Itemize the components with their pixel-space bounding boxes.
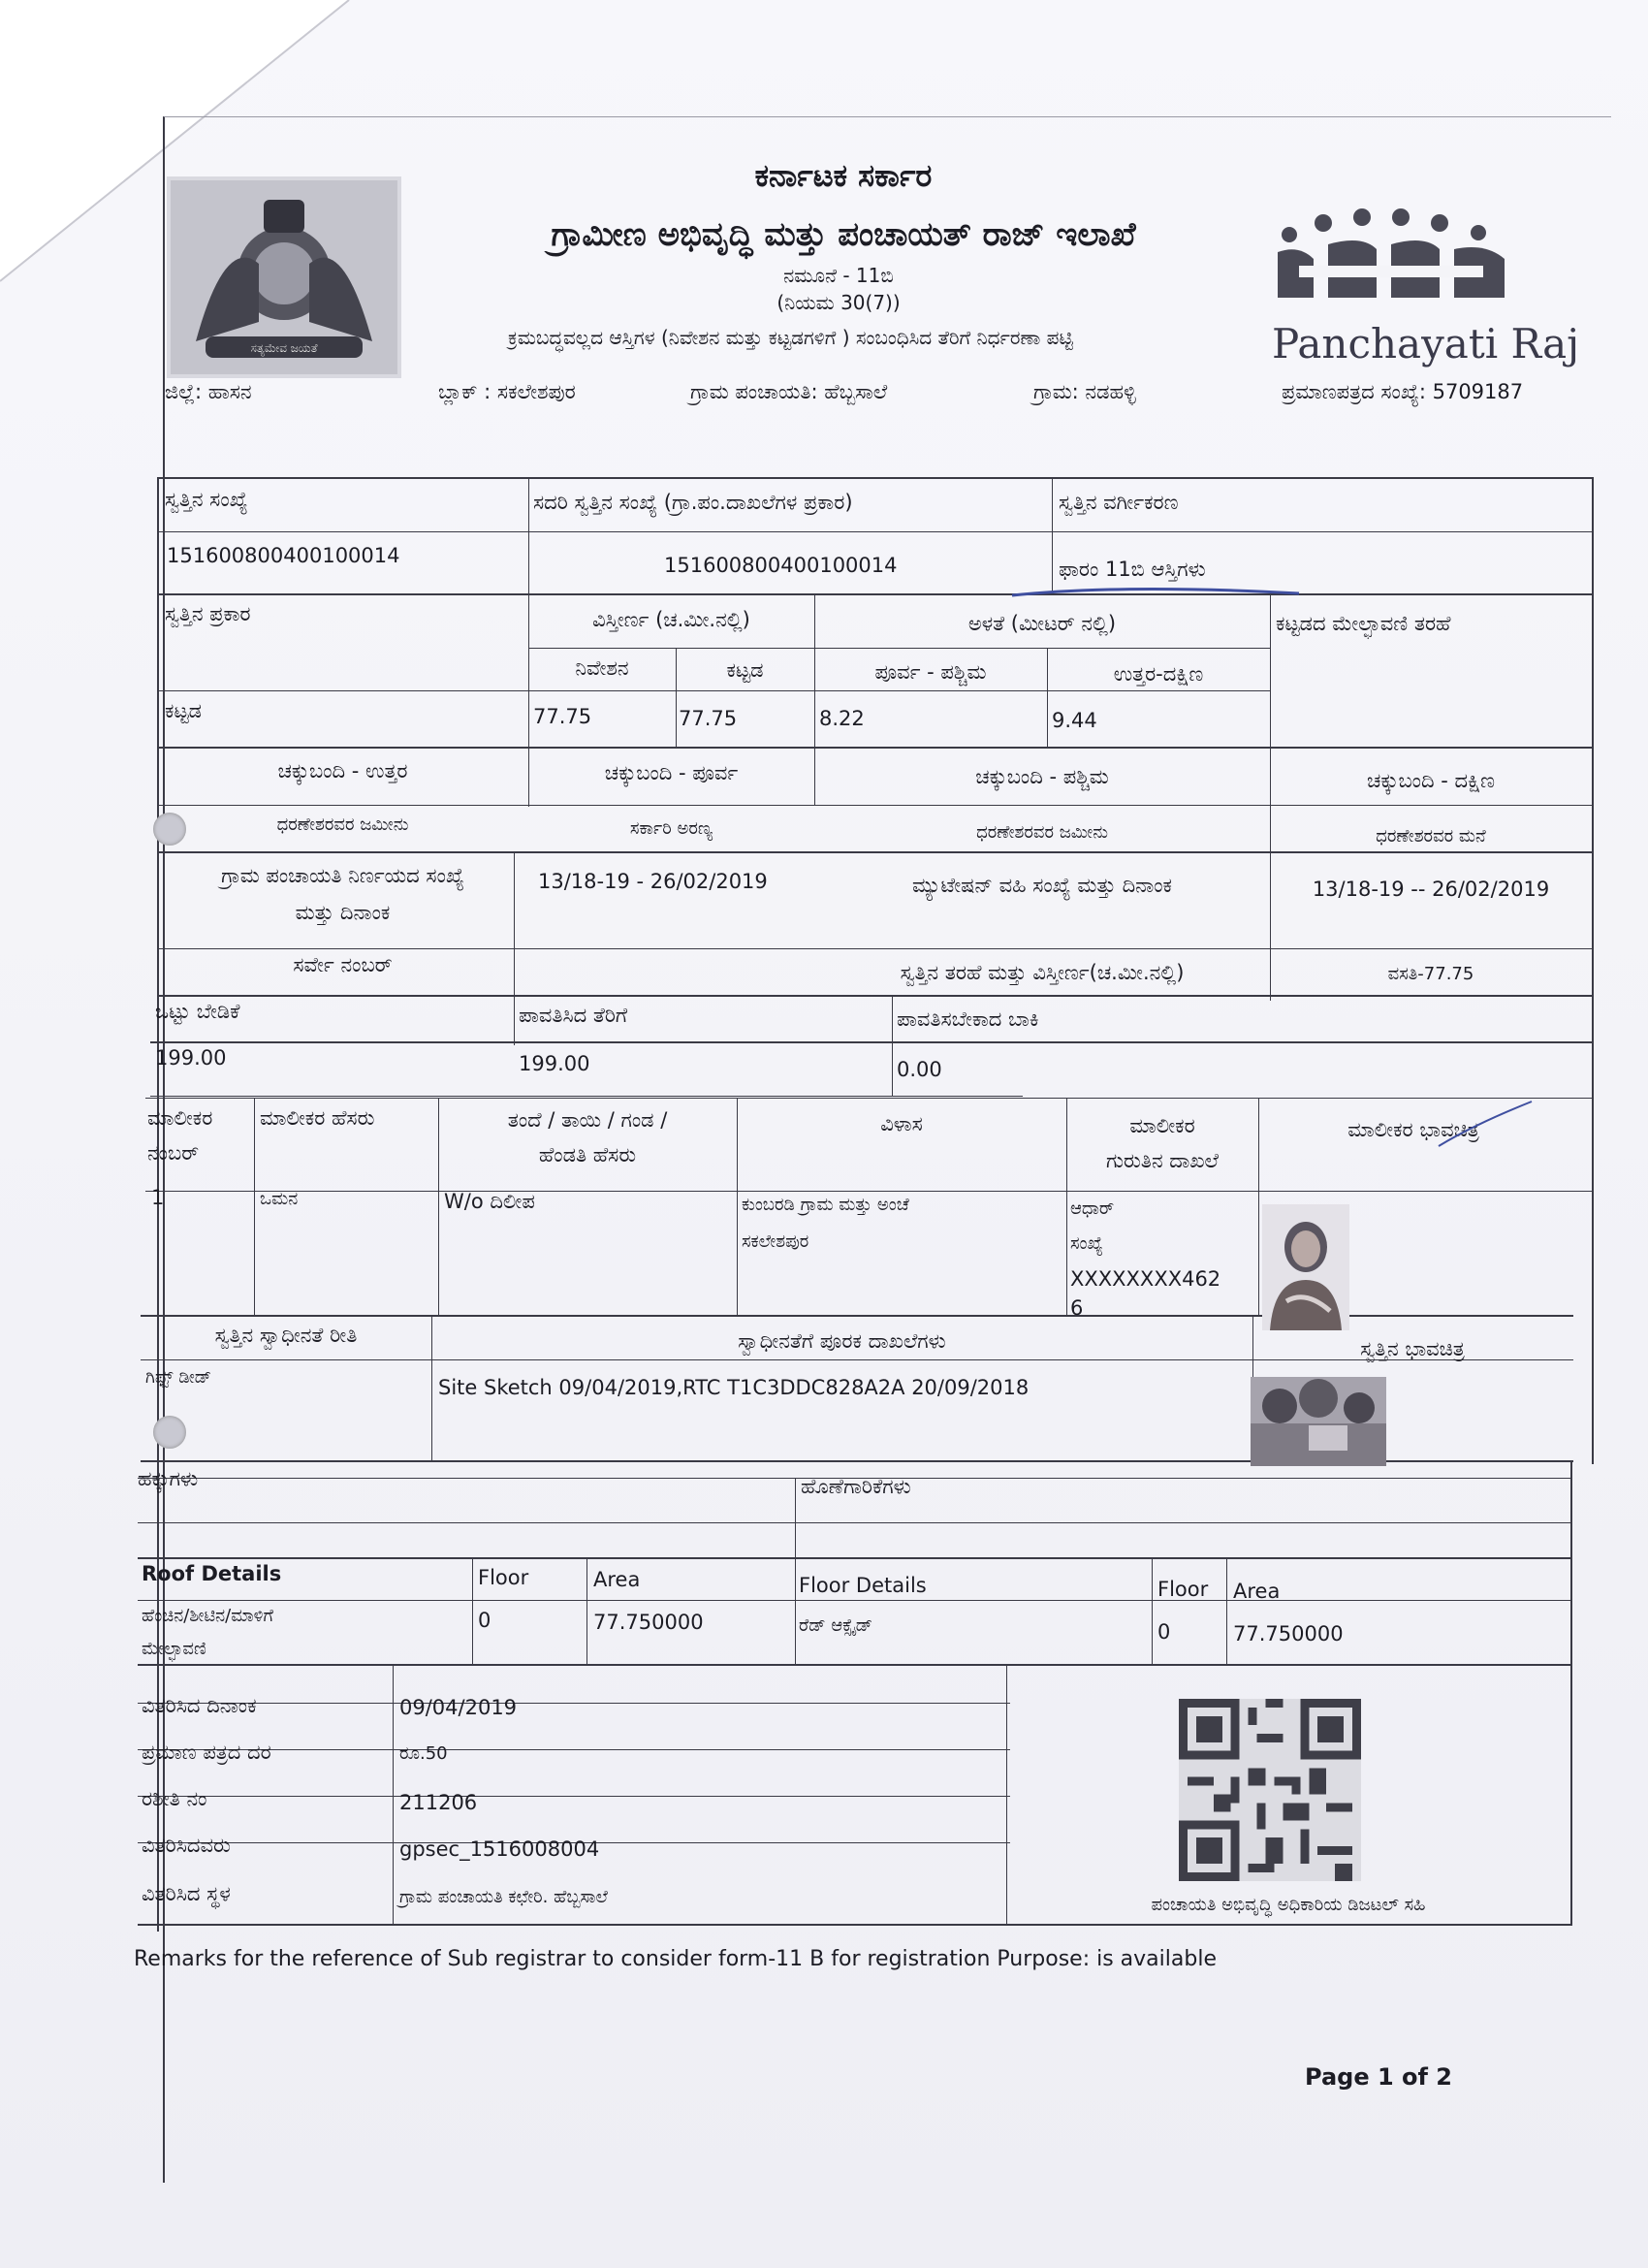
tax-paid-label: ಪಾವತಿಸಿದ ತೆರಿಗೆ: [519, 1004, 628, 1027]
rights-label: ಹಕ್ಕುಗಳು: [138, 1467, 199, 1490]
issue-place-value: ಗ್ರಾಮ ಪಂಚಾಯತಿ ಕಛೇರಿ. ಹೆಬ್ಬಸಾಲೆ: [399, 1887, 608, 1907]
id-type: ಆಧಾರ್: [1070, 1198, 1115, 1219]
sadari-id-value: 151600800400100014: [664, 554, 898, 577]
roof-floor-value: 0: [478, 1609, 491, 1632]
property-photo-label: ಸ್ವತ್ತಿನ ಭಾವಚಿತ್ರ: [1360, 1337, 1465, 1360]
north-south-label: ಉತ್ತರ-ದಕ್ಷಿಣ: [1113, 662, 1204, 686]
acquisition-docs-value: Site Sketch 09/04/2019,RTC T1C3DDC828A2A 20/09/2018: [438, 1376, 1030, 1399]
page-number: Page 1 of 2: [1305, 2063, 1452, 2091]
village: ಗ್ರಾಮ: ನಡಹಳ್ಳಿ: [1033, 380, 1136, 403]
roof-details-title: Roof Details: [142, 1562, 282, 1585]
receipt-number-value: 211206: [399, 1791, 478, 1814]
tax-due-label: ಪಾವತಿಸಬೇಕಾದ ಬಾಕಿ: [897, 1007, 1039, 1031]
page-frame: [163, 116, 1611, 2183]
boundary-south-value: ಧರಣೇಶರವರ ಮನೆ: [1376, 826, 1486, 847]
mutation-value: 13/18-19 -- 26/02/2019: [1312, 878, 1550, 901]
certificate-number: ಪ್ರಮಾಣಪತ್ರದ ಸಂಖ್ಯೆ: 5709187: [1282, 380, 1524, 403]
property-type-value: ಕಟ್ಟಡ: [165, 699, 203, 722]
measurement-label: ಅಳತೆ (ಮೀಟರ್ ನಲ್ಲಿ): [967, 612, 1117, 635]
tax-due-value: 0.00: [897, 1058, 942, 1081]
owner-no-label: ಮಾಲೀಕರ: [147, 1106, 213, 1130]
boundary-north-value: ಧರಣೇಶರವರ ಜಮೀನು: [276, 815, 409, 835]
owner-name-label: ಮಾಲೀಕರ ಹೆಸರು: [260, 1106, 375, 1130]
floor-area-value: 77.750000: [1233, 1622, 1344, 1645]
form-subtitle: ಕ್ರಮಬದ್ಧವಲ್ಲದ ಆಸ್ತಿಗಳ (ನಿವೇಶನ ಮತ್ತು ಕಟ್ಟಡಗಳಿಗೆ ) ಸಂಬಂಧಿಸಿದ ತೆರಿಗೆ ನಿರ್ಧರಣಾ ಪಟ್ಟಿ: [508, 326, 1073, 349]
roof-type-2: ಮೇಲ್ಛಾವಣಿ: [142, 1639, 206, 1659]
boundary-north-label: ಚಕ್ಕುಬಂದಿ - ಉತ್ತರ: [277, 759, 408, 783]
usage-value: ವಸತಿ-77.75: [1387, 964, 1474, 984]
north-south-value: 9.44: [1052, 709, 1097, 732]
tax-paid-value: 199.00: [519, 1052, 590, 1075]
aadhar-number-2: 6: [1070, 1296, 1084, 1320]
boundary-west-value: ಧರಣೇಶರವರ ಜಮೀನು: [976, 822, 1108, 843]
certificate-fee-value: ರೂ.50: [399, 1743, 448, 1764]
boundary-south-label: ಚಕ್ಕುಬಂದಿ - ದಕ್ಷಿಣ: [1366, 769, 1496, 792]
issued-by-value: gpsec_1516008004: [399, 1837, 600, 1861]
rule-number: (ನಿಯಮ 30(7)): [776, 291, 901, 314]
site-area-value: 77.75: [533, 705, 592, 728]
acquisition-mode-label: ಸ್ವತ್ತಿನ ಸ್ವಾಧೀನತೆ ರೀತಿ: [214, 1324, 358, 1347]
property-id-value: 151600800400100014: [167, 544, 400, 567]
issue-date-label: ವಿತರಿಸಿದ ದಿನಾಂಕ: [142, 1694, 257, 1717]
gram-panchayat: ಗ್ರಾಮ ಪಂಚಾಯತಿ: ಹೆಬ್ಬಸಾಲೆ: [690, 380, 888, 403]
block: ಬ್ಲಾಕ್ : ಸಕಲೇಶಪುರ: [438, 380, 576, 403]
digital-signature-label: ಪಂಚಾಯತಿ ಅಭಿವೃದ್ಧಿ ಅಧಿಕಾರಿಯ ಡಿಜಟಲ್ ಸಹಿ: [1151, 1895, 1426, 1915]
boundary-east-label: ಚಕ್ಕುಬಂದಿ - ಪೂರ್ವ: [604, 761, 739, 784]
punch-hole: [153, 813, 186, 846]
department-title: ಗ್ರಾಮೀಣ ಅಭಿವೃದ್ಧಿ ಮತ್ತು ಪಂಚಾಯತ್ ರಾಜ್ ಇಲಾಖೆ: [551, 215, 1136, 254]
floor-type-value: ರೆಡ್ ಆಕ್ಸೈಡ್: [799, 1615, 873, 1636]
floor-area-label: Area: [1233, 1580, 1281, 1603]
gp-resolution-label: ಗ್ರಾಮ ಪಂಚಾಯತಿ ನಿರ್ಣಯದ ಸಂಖ್ಯೆ: [221, 864, 464, 887]
owner-photo-label: ಮಾಲೀಕರ ಭಾವಚಿತ್ರ: [1347, 1118, 1479, 1141]
building-label: ಕಟ್ಟಡ: [726, 658, 764, 682]
building-area-value: 77.75: [679, 707, 738, 730]
id-number-label: ಸಂಖ್ಯೆ: [1070, 1233, 1103, 1254]
pen-tick: [1435, 1096, 1541, 1154]
gp-resolution-label-2: ಮತ್ತು ದಿನಾಂಕ: [295, 901, 391, 924]
survey-label: ಸರ್ವೇ ನಂಬರ್: [293, 953, 393, 976]
address-line-2: ಸಕಲೇಶಪುರ: [742, 1231, 809, 1252]
punch-hole: [153, 1416, 186, 1449]
issue-place-label: ವಿತರಿಸಿದ ಸ್ಥಳ: [142, 1882, 231, 1905]
east-west-value: 8.22: [819, 707, 865, 730]
aadhar-number: XXXXXXXX462: [1070, 1267, 1221, 1291]
govt-title: ಕರ್ನಾಟಕ ಸರ್ಕಾರ: [754, 157, 933, 194]
address-label: ವಿಳಾಸ: [880, 1112, 923, 1135]
owner-no-label-2: ನಂಬರ್: [147, 1141, 200, 1165]
mutation-label: ಮ್ಯುಟೇಷನ್ ವಹಿ ಸಂಖ್ಯೆ ಮತ್ತು ದಿನಾಂಕ: [911, 874, 1172, 897]
pen-underline: [1008, 574, 1309, 603]
owner-name-value: ಒಮನ: [260, 1189, 299, 1209]
receipt-number-label: ರಶೀತಿ ನಂ: [142, 1787, 207, 1810]
issued-by-label: ವಿತರಿಸಿದವರು: [142, 1834, 231, 1857]
svg-text:ಸತ್ಯಮೇವ ಜಯತೆ: ಸತ್ಯಮೇವ ಜಯತೆ: [250, 341, 318, 355]
relation-label: ತಂದೆ / ತಾಯಿ / ಗಂಡ /: [507, 1108, 668, 1132]
property-id-label: ಸ್ವತ್ತಿನ ಸಂಖ್ಯೆ: [165, 488, 248, 511]
roof-area-value: 77.750000: [593, 1611, 704, 1634]
id-proof-label-2: ಗುರುತಿನ ದಾಖಲೆ: [1105, 1149, 1220, 1172]
relation-value: W/o ದಿಲೀಪ: [444, 1190, 535, 1213]
qr-code-icon: [1179, 1699, 1361, 1881]
floor-floor-label: Floor: [1157, 1578, 1209, 1601]
site-label: ನಿವೇಶನ: [575, 656, 629, 680]
owner-photo: [1262, 1204, 1349, 1330]
total-demand-value: 199.00: [155, 1046, 227, 1070]
east-west-label: ಪೂರ್ವ - ಪಶ್ಚಿಮ: [874, 660, 987, 684]
roof-type-1: ಹೆಂಚಿನ/ಶೀಟಿನ/ಮಾಳಿಗೆ: [142, 1606, 273, 1626]
roof-type-label: ಕಟ್ಟಡದ ಮೇಲ್ಛಾವಣಿ ತರಹೆ: [1276, 612, 1451, 635]
property-type-label: ಸ್ವತ್ತಿನ ಪ್ರಕಾರ: [165, 602, 251, 625]
form-number: ನಮೂನೆ - 11ಬಿ: [783, 264, 894, 287]
usage-label: ಸ್ವತ್ತಿನ ತರಹೆ ಮತ್ತು ವಿಸ್ತೀರ್ಣ(ಚ.ಮೀ.ನಲ್ಲಿ): [900, 961, 1185, 984]
total-demand-label: ಒಟ್ಟು ಬೇಡಿಕೆ: [155, 1000, 240, 1023]
liabilities-label: ಹೊಣೆಗಾರಿಕೆಗಳು: [801, 1475, 911, 1498]
address-line-1: ಕುಂಬರಡಿ ಗ್ರಾಮ ಮತ್ತು ಅಂಚೆ: [742, 1195, 909, 1215]
roof-floor-label: Floor: [478, 1566, 529, 1589]
classification-label: ಸ್ವತ್ತಿನ ವರ್ಗೀಕರಣ: [1059, 491, 1179, 514]
issue-date-value: 09/04/2019: [399, 1696, 518, 1719]
gp-resolution-value: 13/18-19 - 26/02/2019: [538, 870, 768, 893]
remarks: Remarks for the reference of Sub registrar to consider form-11 B for registration Purpose: is available: [134, 1947, 1217, 1971]
floor-details-title: Floor Details: [799, 1574, 927, 1597]
panchayati-raj-logo-text: Panchayati Raj: [1272, 320, 1580, 367]
floor-floor-value: 0: [1157, 1620, 1171, 1644]
classification-value: ಫಾರಂ 11ಬಿ ಆಸ್ತಿಗಳು: [1059, 558, 1206, 581]
owner-no-value: 1: [151, 1186, 165, 1209]
boundary-west-label: ಚಕ್ಕುಬಂದಿ - ಪಶ್ಚಿಮ: [975, 765, 1109, 788]
acquisition-mode-value: ಗಿಫ್ಟ್ ಡೀಡ್: [145, 1367, 212, 1388]
acquisition-docs-label: ಸ್ವಾಧೀನತೆಗೆ ಪೂರಕ ದಾಖಲೆಗಳು: [738, 1329, 946, 1353]
sadari-id-label: ಸದರಿ ಸ್ವತ್ತಿನ ಸಂಖ್ಯೆ (ಗ್ರಾ.ಪಂ.ದಾಖಲೆಗಳ ಪ್ರಕಾರ): [533, 491, 853, 514]
roof-area-label: Area: [593, 1568, 641, 1591]
certificate-fee-label: ಪ್ರಮಾಣ ಪತ್ರದ ದರ: [142, 1741, 271, 1764]
area-label: ವಿಸ್ತೀರ್ಣ (ಚ.ಮೀ.ನಲ್ಲಿ): [592, 608, 750, 631]
district: ಜಿಲ್ಲೆ: ಹಾಸನ: [165, 380, 252, 403]
property-photo: [1251, 1377, 1386, 1466]
relation-label-2: ಹೆಂಡತಿ ಹೆಸರು: [538, 1143, 637, 1166]
boundary-east-value: ಸರ್ಕಾರಿ ಅರಣ್ಯ: [629, 818, 713, 839]
id-proof-label: ಮಾಲೀಕರ: [1129, 1114, 1195, 1137]
